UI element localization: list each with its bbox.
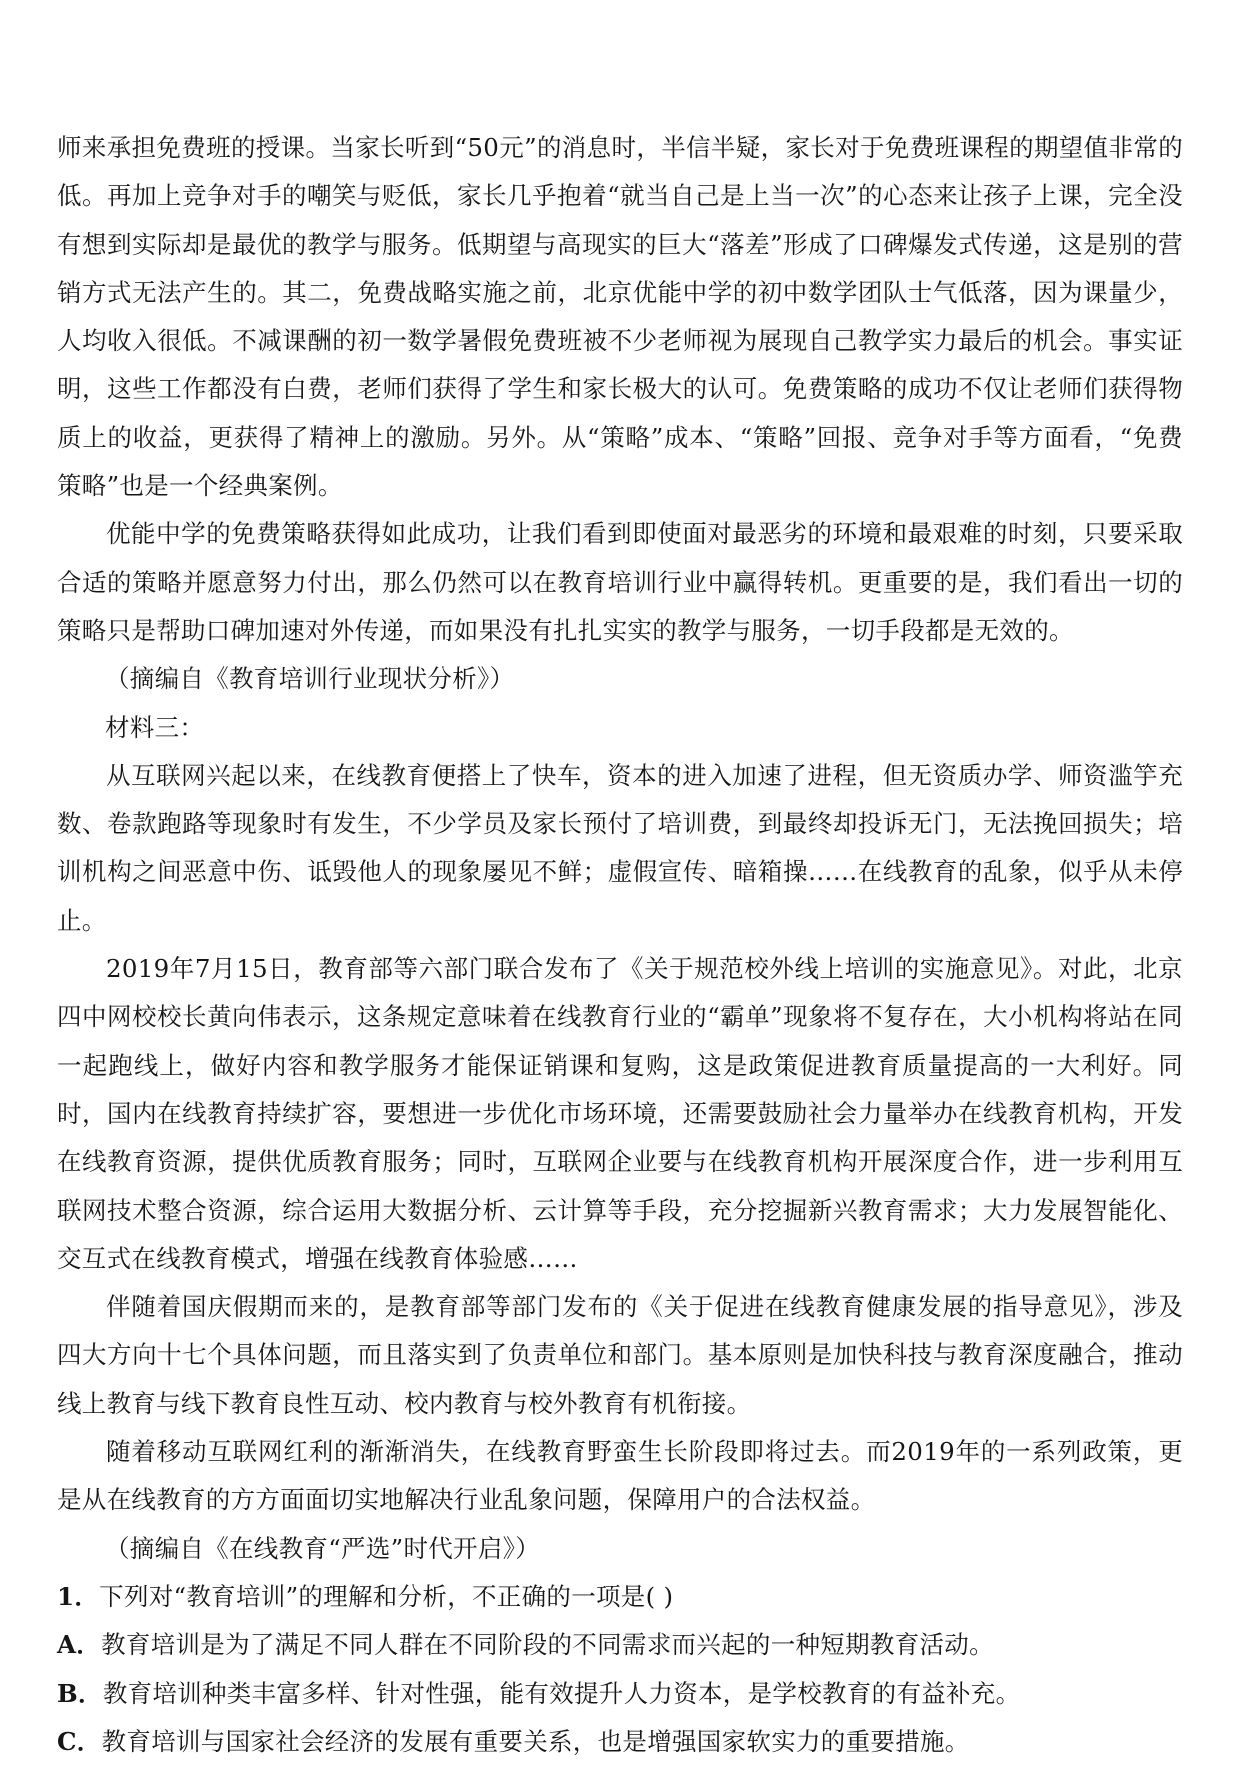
option-letter: C． — [57, 1726, 102, 1756]
paragraph-guidance-opinion: 伴随着国庆假期而来的，是教育部等部门发布的《关于促进在线教育健康发展的指导意见》，涉及四大方向十七个具体问题，而且落实到了负责单位和部门。基本原则是加快科技与教育深度融合，推动线上教育与线下教育良性互动、校内教育与校外教育有机衔接。 — [57, 1292, 1183, 1418]
option-c — [57, 1718, 1183, 1766]
source-citation-1: （摘编自《教育培训行业现状分析》） — [105, 664, 515, 694]
paragraph-strategy-success: 优能中学的免费策略获得如此成功，让我们看到即使面对最恶劣的环境和最艰难的时刻，只要采取合适的策略并愿意努力付出，那么仍然可以在教育培训行业中赢得转机。更重要的是，我们看出一切的策略只是帮助口碑加速对外传递，而如果没有扎扎实实的教学与服务，一切手段都是无效的。 — [57, 519, 1183, 645]
paragraph-online-chaos: 从互联网兴起以来，在线教育便搭上了快车，资本的进入加速了进程，但无资质办学、师资滥竽充数、卷款跑路等现象时有发生，不少学员及家长预付了培训费，到最终却投诉无门，无法挽回损失；培训机构之间恶意中伤、诋毁他人的现象屡见不鲜；虚假宣传、暗箱操……在线教育的乱象，似乎从未停止。 — [57, 760, 1183, 935]
question-text: 下列对“教育培训”的理解和分析，不正确的一项是( ) — [99, 1581, 674, 1611]
option-a — [57, 1621, 1183, 1669]
paragraph-policy-2019: 2019年7月15日，教育部等六部门联合发布了《关于规范校外线上培训的实施意见》。对此，北京四中网校校长黄向伟表示，这条规定意味着在线教育行业的“霸单”现象将不复存在，大小机构将站在同一起跑线上，做好内容和教学服务才能保证销课和复购，这是政策促进教育质量提高的一大利好。同时，国内在线教育持续扩容，要想进一步优化市场环境，还需要鼓励社会力量举办在线教育机构，开发在线教育资源，提供优质教育服务；同时，互联网企业要与在线教育机构开展深度合作，进一步利用互联网技术整合资源，综合运用大数据分析、云计算等手段，充分挖掘新兴教育需求；大力发展智能化、交互式在线教育模式，增强在线教育体验感…… — [57, 954, 1183, 1273]
question-stem — [57, 1573, 1183, 1621]
option-text: 教育培训与国家社会经济的发展有重要关系，也是增强国家软实力的重要措施。 — [101, 1726, 970, 1756]
document-page — [57, 124, 1183, 1766]
option-text: 教育培训种类丰富多样、针对性强，能有效提升人力资本，是学校教育的有益补充。 — [102, 1678, 1021, 1708]
option-letter: A． — [57, 1630, 102, 1660]
option-b — [57, 1670, 1183, 1718]
source-citation-2: （摘编自《在线教育“严选”时代开启》） — [105, 1533, 540, 1563]
option-letter: B． — [57, 1678, 103, 1708]
material-three-heading: 材料三： — [105, 712, 205, 742]
option-text: 教育培训是为了满足不同人群在不同阶段的不同需求而兴起的一种短期教育活动。 — [101, 1630, 994, 1660]
paragraph-continuation: 师来承担免费班的授课。当家长听到“50元”的消息时，半信半疑，家长对于免费班课程的期望值非常的低。再加上竞争对手的嘲笑与贬低，家长几乎抱着“就当自己是上当一次”的心态来让孩子上课，完全没有想到实际却是最优的教学与服务。低期望与高现实的巨大“落差”形成了口碑爆发式传递，这是别的营销方式无法产生的。其二，免费战略实施之前，北京优能中学的初中数学团队士气低落，因为课量少，人均收入很低。不减课酬的初一数学暑假免费班被不少老师视为展现自己教学实力最后的机会。事实证明，这些工作都没有白费，老师们获得了学生和家长极大的认可。免费策略的成功不仅让老师们获得物质上的收益，更获得了精神上的激励。另外。从“策略”成本、“策略”回报、竞争对手等方面看，“免费策略”也是一个经典案例。 — [57, 133, 1183, 501]
paragraph-mobile-internet: 随着移动互联网红利的渐渐消失，在线教育野蛮生长阶段即将过去。而2019年的一系列政策，更是从在线教育的方方面面切实地解决行业乱象问题，保障用户的合法权益。 — [57, 1437, 1183, 1515]
question-number: 1． — [57, 1581, 100, 1611]
